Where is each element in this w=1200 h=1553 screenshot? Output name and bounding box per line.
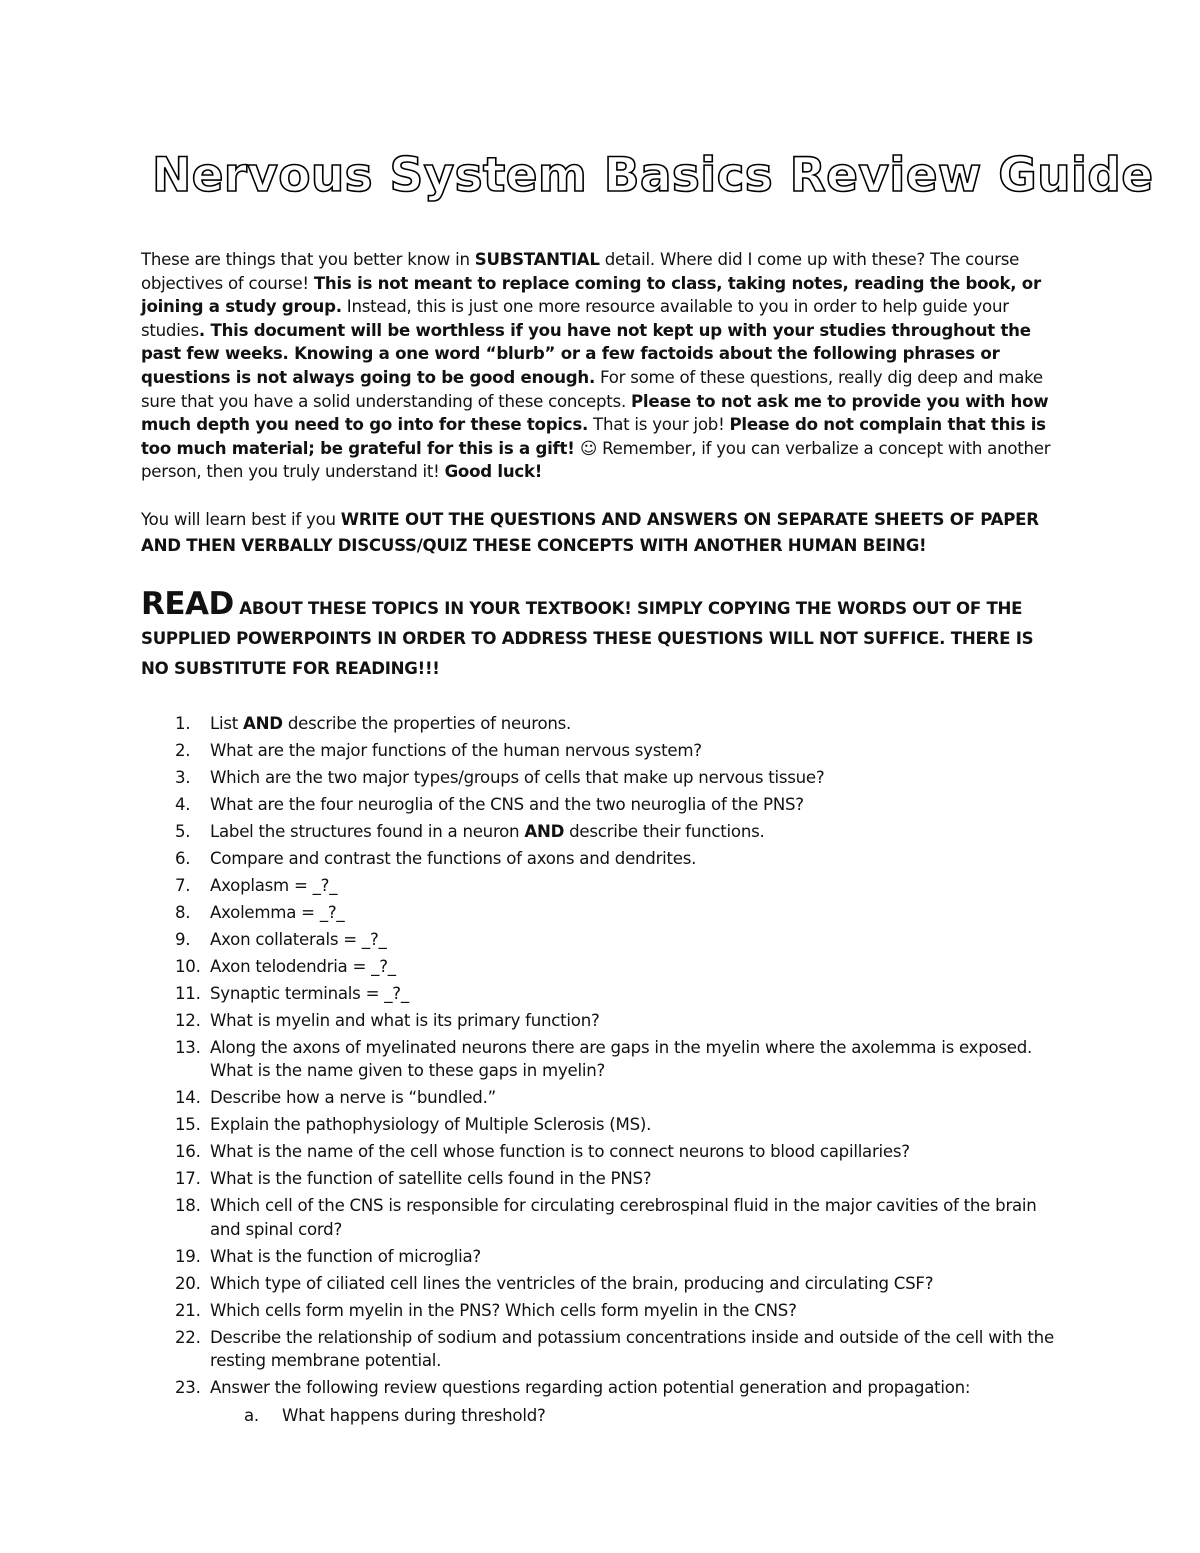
- question-item: [141, 901, 1066, 925]
- read-paragraph: [141, 585, 1066, 684]
- question-number: 4.: [175, 794, 191, 814]
- read-note-text: ABOUT THESE TOPICS IN YOUR TEXTBOOK! SIMPLY COPYING THE WORDS OUT OF THE SUPPLIED POWERPOINTS IN ORDER TO ADDRESS THESE QUESTIONS WILL NOT SUFFICE. THERE IS NO SUBSTITUTE FOR READING!!!: [141, 598, 1034, 678]
- intro-bold-4: Please to not ask me to provide you with how much depth you need to go into for these topics.: [141, 391, 1049, 435]
- sub-question-item: [210, 1404, 1066, 1428]
- question-text: What is the name of the cell whose function is to connect neurons to blood capillaries?: [210, 1142, 910, 1162]
- questions-list: [141, 712, 1066, 1428]
- question-number: 17.: [175, 1169, 201, 1189]
- question-number: 16.: [175, 1142, 201, 1162]
- question-item: [141, 1140, 1066, 1164]
- question-text: Axon telodendria = _?_: [210, 956, 396, 976]
- intro-paragraph: [141, 248, 1066, 484]
- question-text: Axoplasm = _?_: [210, 875, 338, 895]
- question-text: List: [210, 713, 244, 733]
- question-number: 3.: [175, 767, 191, 787]
- question-number: 15.: [175, 1115, 201, 1135]
- question-text: What is the function of microglia?: [210, 1246, 481, 1266]
- question-item: [141, 1245, 1066, 1269]
- question-number: 14.: [175, 1088, 201, 1108]
- question-number: 12.: [175, 1010, 201, 1030]
- question-item: [141, 1272, 1066, 1296]
- question-item: [141, 1299, 1066, 1323]
- question-text: Along the axons of myelinated neurons there are gaps in the myelin where the axolemma is exposed. What is the name given to these gaps in myelin?: [210, 1037, 1033, 1081]
- question-text: Answer the following review questions regarding action potential generation and propagation:: [210, 1378, 971, 1398]
- question-text: What are the major functions of the human nervous system?: [210, 740, 702, 760]
- question-text: Explain the pathophysiology of Multiple Sclerosis (MS).: [210, 1115, 652, 1135]
- question-item: [141, 1113, 1066, 1137]
- question-item: [141, 1194, 1066, 1241]
- intro-bold-2: This is not meant to replace coming to class, taking notes, reading the book, or joining a study group.: [141, 273, 1041, 317]
- question-item: [141, 820, 1066, 844]
- question-number: 9.: [175, 929, 191, 949]
- question-item: [141, 1036, 1066, 1083]
- intro-text-6: Remember, if you can verbalize a concept with another person, then you truly understand it!: [141, 438, 1051, 482]
- question-text: Which type of ciliated cell lines the ventricles of the brain, producing and circulating CSF?: [210, 1273, 934, 1293]
- question-item: [141, 847, 1066, 871]
- question-text: describe their functions.: [564, 821, 765, 841]
- question-item: [141, 1167, 1066, 1191]
- question-text: Synaptic terminals = _?_: [210, 983, 409, 1003]
- question-number: 21.: [175, 1300, 201, 1320]
- question-number: 11.: [175, 983, 201, 1003]
- intro-text-1: These are things that you better know in: [141, 250, 475, 269]
- question-number: 5.: [175, 821, 191, 841]
- question-text: Which cell of the CNS is responsible for circulating cerebrospinal fluid in the major cavities of the brain and spinal cord?: [210, 1196, 1037, 1239]
- sub-question-text: What happens during threshold?: [282, 1405, 546, 1425]
- question-text: Label the structures found in a neuron: [210, 821, 525, 841]
- intro-bold-1: SUBSTANTIAL: [474, 250, 600, 269]
- question-number: 2.: [175, 740, 191, 760]
- question-item: [141, 712, 1066, 736]
- question-number: 1.: [175, 713, 191, 733]
- question-emphasis: AND: [243, 713, 283, 733]
- question-emphasis: AND: [524, 821, 565, 841]
- question-item: [141, 1086, 1066, 1110]
- question-text: describe the properties of neurons.: [282, 713, 572, 733]
- question-text: What are the four neuroglia of the CNS and the two neuroglia of the PNS?: [210, 794, 804, 814]
- question-text: Axon collaterals = _?_: [210, 929, 387, 949]
- question-item: [141, 793, 1066, 817]
- intro-text-4: For some of these questions, really dig deep and make sure that you have a solid understanding of these concepts.: [141, 367, 1043, 411]
- question-item: [141, 928, 1066, 952]
- question-number: 6.: [175, 848, 191, 868]
- question-item: [141, 1326, 1066, 1373]
- question-number: 22.: [175, 1327, 201, 1347]
- sub-questions-list: [210, 1404, 1066, 1428]
- question-text: Describe the relationship of sodium and potassium concentrations inside and outside of the cell with the resting membrane potential.: [210, 1327, 1054, 1371]
- question-text: Which cells form myelin in the PNS? Which cells form myelin in the CNS?: [210, 1300, 797, 1320]
- question-number: 10.: [175, 956, 201, 976]
- question-number: 18.: [175, 1196, 201, 1216]
- question-number: 23.: [175, 1378, 201, 1398]
- question-text: Axolemma = _?_: [210, 902, 345, 922]
- question-item: [141, 1376, 1066, 1427]
- question-text: What is myelin and what is its primary function?: [210, 1010, 600, 1030]
- document-body: [141, 248, 1066, 1431]
- intro-bold-6: Good luck!: [444, 462, 543, 482]
- sub-question-letter: a.: [244, 1405, 259, 1425]
- question-item: [141, 982, 1066, 1006]
- question-number: 19.: [175, 1246, 201, 1266]
- question-number: 20.: [175, 1273, 201, 1293]
- question-number: 8.: [175, 902, 191, 922]
- write-note-text: You will learn best if you: [141, 509, 341, 529]
- intro-text-2: detail. Where did I come up with these? The course objectives of course!: [141, 250, 1020, 293]
- question-text: Which are the two major types/groups of cells that make up nervous tissue?: [210, 767, 825, 787]
- intro-text-5: That is your job!: [588, 415, 730, 435]
- intro-text-3: Instead, this is just one more resource available to you in order to help guide your studies: [141, 297, 1009, 340]
- question-text: Compare and contrast the functions of axons and dendrites.: [210, 848, 697, 868]
- intro-bold-5: Please do not complain that this is too much material; be grateful for this is a gift! ☺: [141, 415, 1046, 458]
- question-text: Describe how a nerve is “bundled.”: [210, 1088, 496, 1108]
- question-number: 13.: [175, 1037, 201, 1057]
- question-item: [141, 739, 1066, 763]
- read-heading-word: READ: [141, 585, 234, 622]
- question-item: [141, 766, 1066, 790]
- question-item: [141, 1009, 1066, 1033]
- question-item: [141, 874, 1066, 898]
- question-item: [141, 955, 1066, 979]
- question-number: 7.: [175, 875, 191, 895]
- question-text: What is the function of satellite cells found in the PNS?: [210, 1169, 652, 1189]
- write-out-paragraph: [141, 507, 1066, 559]
- write-note-bold: WRITE OUT THE QUESTIONS AND ANSWERS ON SEPARATE SHEETS OF PAPER AND THEN VERBALLY DISCUSS/QUIZ THESE CONCEPTS WITH ANOTHER HUMAN BEING!: [141, 509, 1039, 555]
- page-title: Nervous System Basics Review Guide: [152, 148, 1154, 203]
- intro-bold-3: . This document will be worthless if you have not kept up with your studies throughout the past few weeks. Knowing a one word “blurb” or a few factoids about the following phrases or questions is not always going to be good enough.: [141, 320, 1031, 387]
